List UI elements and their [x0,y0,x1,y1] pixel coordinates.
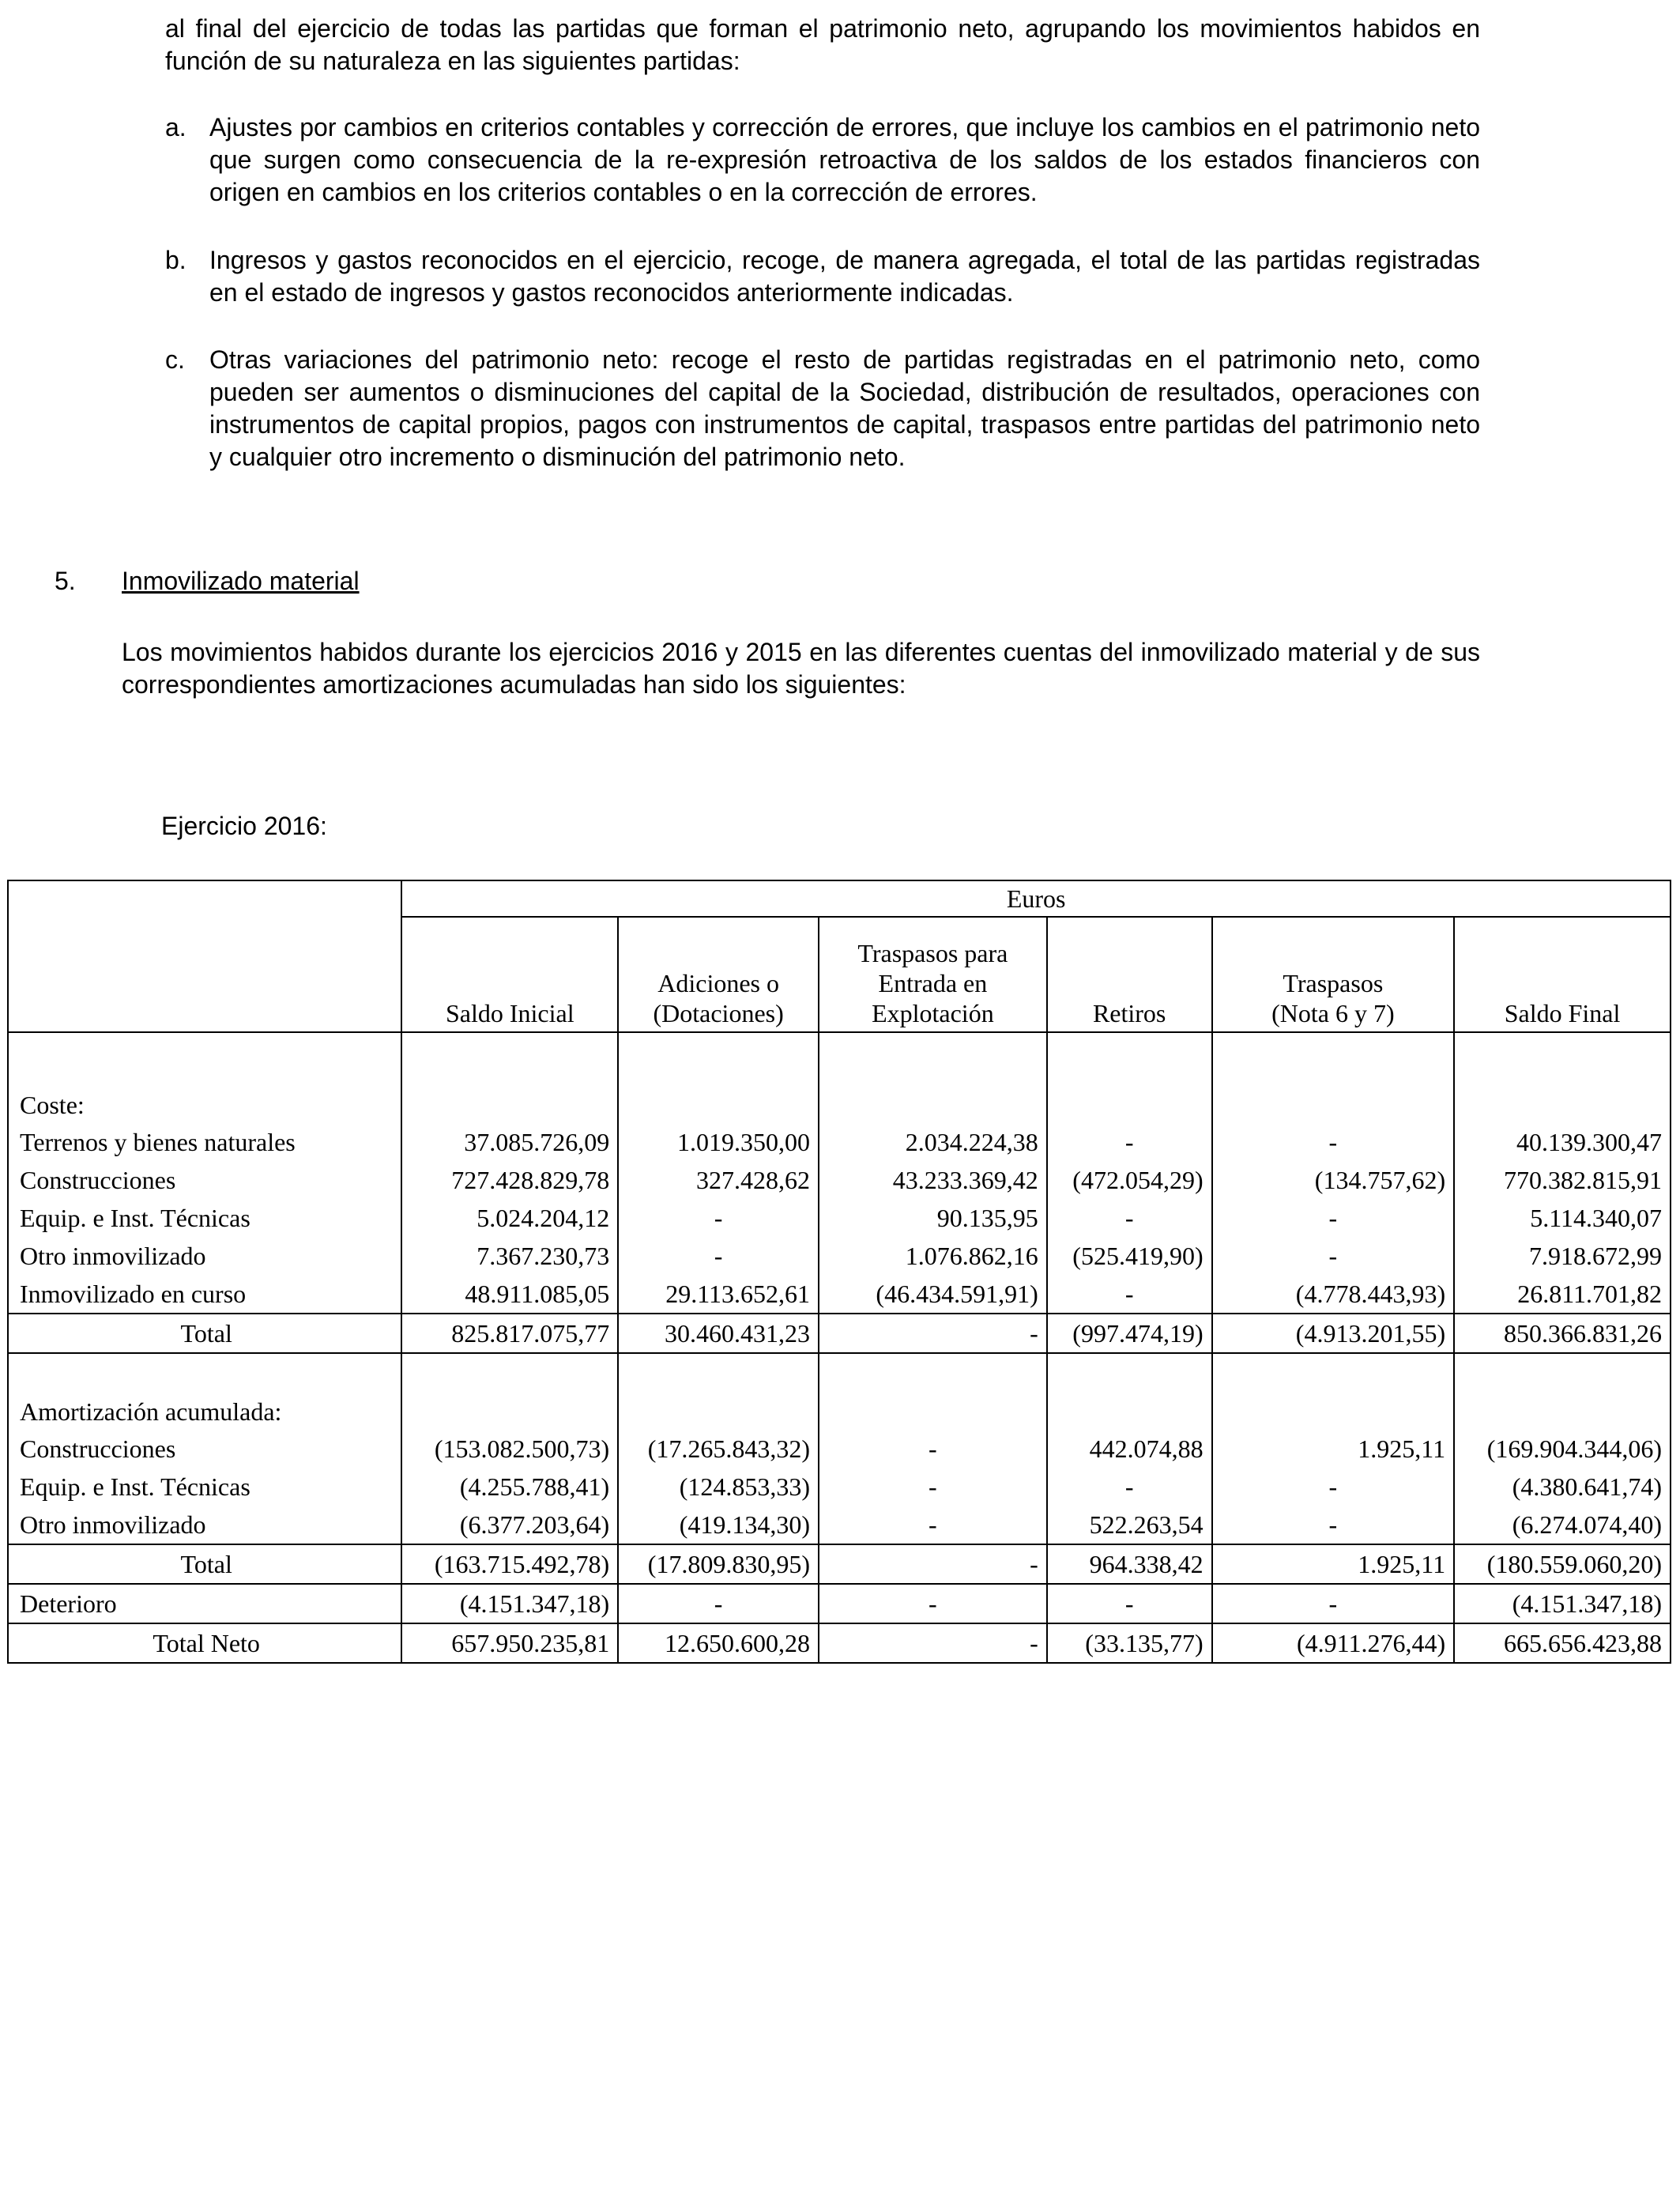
section-paragraph: Los movimientos habidos durante los ejercicios 2016 y 2015 en las diferentes cuentas del inmovilizado material y de sus correspondientes amortizaciones acumuladas han sido los siguientes: [122,638,1480,699]
table-cell: (169.904.344,06) [1454,1430,1671,1468]
empty-cell [819,1353,1047,1393]
empty-cell [1047,1393,1212,1430]
year-label: Ejercicio 2016: [161,812,327,840]
list-item [165,244,1480,309]
table-cell: (134.757,62) [1212,1161,1455,1199]
cost-total-row [8,1314,1671,1353]
table-cell: 7.918.672,99 [1454,1237,1671,1275]
fixed-assets-table [7,880,1671,1664]
table-cell: (180.559.060,20) [1454,1544,1671,1584]
table-cell: 7.367.230,73 [401,1237,618,1275]
table-cell: (163.715.492,78) [401,1544,618,1584]
section-heading: Amortización acumulada: [8,1393,401,1430]
empty-cell [1212,1087,1455,1123]
table-cell: 727.428.829,78 [401,1161,618,1199]
list-item-text: Otras variaciones del patrimonio neto: recoge el resto de partidas registradas en el patrimonio neto, como pueden ser aumentos o disminuciones del capital de la Sociedad, distribución de resultados, operaciones con instrumentos de capital propios, pagos con instrumentos de capital, traspasos entre partidas del patrimonio neto y cualquier otro incremento o disminución del patrimonio neto. [209,345,1480,471]
table-cell: 48.911.085,05 [401,1275,618,1314]
table-cell: (17.265.843,32) [618,1430,819,1468]
table-cell: 1.925,11 [1212,1430,1455,1468]
empty-cell [1454,1393,1671,1430]
table-cell: 1.076.862,16 [819,1237,1047,1275]
table-cell: 37.085.726,09 [401,1123,618,1161]
list-item [165,111,1480,209]
table-cell: - [1047,1584,1212,1623]
table-cell: - [819,1314,1047,1353]
table-cell: 2.034.224,38 [819,1123,1047,1161]
column-header: Saldo Inicial [401,917,618,1032]
table-cell: - [1212,1199,1455,1237]
table-cell: 40.139.300,47 [1454,1123,1671,1161]
row-label: Total [8,1314,401,1353]
table-cell: (472.054,29) [1047,1161,1212,1199]
empty-cell [618,1087,819,1123]
empty-cell [1047,1087,1212,1123]
table-cell: - [1212,1237,1455,1275]
list-item-letter: c. [165,345,185,374]
table-cell: - [1047,1123,1212,1161]
table-cell: 43.233.369,42 [819,1161,1047,1199]
table-header-row [8,917,1671,1032]
cost-row [8,1123,1671,1161]
table-cell: - [1212,1468,1455,1506]
table-cell: (6.274.074,40) [1454,1506,1671,1544]
table-cell: 5.114.340,07 [1454,1199,1671,1237]
table-cell: 29.113.652,61 [618,1275,819,1314]
cost-row [8,1161,1671,1199]
row-label: Otro inmovilizado [8,1506,401,1544]
amort-row [8,1506,1671,1544]
empty-cell [1454,1032,1671,1087]
table-cell: 90.135,95 [819,1199,1047,1237]
table-cell: (153.082.500,73) [401,1430,618,1468]
row-label: Equip. e Inst. Técnicas [8,1468,401,1506]
empty-cell [401,1393,618,1430]
section-title: Inmovilizado material [122,567,360,595]
table-cell: - [1047,1468,1212,1506]
column-header: Traspasos para Entrada en Explotación [819,917,1047,1032]
row-label: Construcciones [8,1161,401,1199]
cost-row [8,1275,1671,1314]
list-item-text: Ajustes por cambios en criterios contables y corrección de errores, que incluye los cambios en el patrimonio neto que surgen como consecuencia de la re-expresión retroactiva de los saldos de los estados financieros con origen en cambios en los criterios contables o en la corrección de errores. [209,113,1480,206]
table-cell: (4.913.201,55) [1212,1314,1455,1353]
list-item-letter: b. [165,246,186,274]
empty-cell [618,1353,819,1393]
table-cell: (4.380.641,74) [1454,1468,1671,1506]
empty-cell [618,1393,819,1430]
column-header: Traspasos (Nota 6 y 7) [1212,917,1455,1032]
table-cell: 522.263,54 [1047,1506,1212,1544]
table-cell: - [1047,1275,1212,1314]
empty-cell [1047,1353,1212,1393]
empty-cell [819,1087,1047,1123]
section-number: 5. [55,567,76,595]
cost-row [8,1237,1671,1275]
table-corner-cell [8,880,401,917]
table-cell: 1.019.350,00 [618,1123,819,1161]
table-cell: (4.911.276,44) [1212,1623,1455,1663]
table-cell: 5.024.204,12 [401,1199,618,1237]
intro-paragraph: al final del ejercicio de todas las partidas que forman el patrimonio neto, agrupando los movimientos habidos en función de su naturaleza en las siguientes partidas: [165,14,1480,75]
table-cell: - [618,1199,819,1237]
empty-cell [8,1353,401,1393]
table-cell: - [819,1506,1047,1544]
table-cell: 665.656.423,88 [1454,1623,1671,1663]
row-label: Otro inmovilizado [8,1237,401,1275]
list-item-text: Ingresos y gastos reconocidos en el ejercicio, recoge, de manera agregada, el total de las partidas registradas en el estado de ingresos y gastos reconocidos anteriormente indicadas. [209,246,1480,307]
table-cell: (33.135,77) [1047,1623,1212,1663]
empty-cell [1212,1353,1455,1393]
table-spacer-row [8,1353,1671,1393]
net-total-row [8,1623,1671,1663]
empty-cell [401,1032,618,1087]
row-label: Total Neto [8,1623,401,1663]
table-cell: (4.151.347,18) [401,1584,618,1623]
table-cell: 850.366.831,26 [1454,1314,1671,1353]
table-cell: (46.434.591,91) [819,1275,1047,1314]
empty-cell [1212,1032,1455,1087]
table-cell: (4.151.347,18) [1454,1584,1671,1623]
empty-cell [618,1032,819,1087]
table-cell: - [819,1623,1047,1663]
empty-cell [819,1032,1047,1087]
table-cell: 442.074,88 [1047,1430,1212,1468]
table-cell: - [819,1584,1047,1623]
table-cell: - [618,1584,819,1623]
table-cell: - [819,1430,1047,1468]
empty-cell [819,1393,1047,1430]
cost-heading-row [8,1087,1671,1123]
table-cell: (4.778.443,93) [1212,1275,1455,1314]
table-cell: - [618,1237,819,1275]
empty-cell [8,1032,401,1087]
empty-cell [1454,1353,1671,1393]
table-spacer-row [8,1032,1671,1087]
table-cell: (124.853,33) [618,1468,819,1506]
list-item-letter: a. [165,113,186,141]
table-cell: 825.817.075,77 [401,1314,618,1353]
row-label: Total [8,1544,401,1584]
cost-row [8,1199,1671,1237]
table-cell: (419.134,30) [618,1506,819,1544]
table-currency-row [8,880,1671,917]
column-header: Adiciones o (Dotaciones) [618,917,819,1032]
empty-cell [401,1353,618,1393]
table-cell: 1.925,11 [1212,1544,1455,1584]
row-label: Terrenos y bienes naturales [8,1123,401,1161]
amort-total-row [8,1544,1671,1584]
amort-row [8,1468,1671,1506]
table-cell: - [819,1468,1047,1506]
table-cell: 327.428,62 [618,1161,819,1199]
table-cell: - [1212,1506,1455,1544]
impairment-row [8,1584,1671,1623]
table-cell: 12.650.600,28 [618,1623,819,1663]
section-heading: Coste: [8,1087,401,1123]
row-label: Deterioro [8,1584,401,1623]
table-cell: 770.382.815,91 [1454,1161,1671,1199]
table-cell: - [1212,1123,1455,1161]
row-label: Equip. e Inst. Técnicas [8,1199,401,1237]
table-cell: - [819,1544,1047,1584]
table-cell: (997.474,19) [1047,1314,1212,1353]
table-cell: - [1212,1584,1455,1623]
table-cell: 657.950.235,81 [401,1623,618,1663]
table-cell: 964.338,42 [1047,1544,1212,1584]
table-cell: 30.460.431,23 [618,1314,819,1353]
row-label: Construcciones [8,1430,401,1468]
table-cell: - [1047,1199,1212,1237]
table-cell: (6.377.203,64) [401,1506,618,1544]
table-cell: (17.809.830,95) [618,1544,819,1584]
amort-heading-row [8,1393,1671,1430]
table-currency-header: Euros [401,880,1671,917]
empty-cell [1454,1087,1671,1123]
list-item [165,344,1480,473]
empty-cell [1212,1393,1455,1430]
table-cell: 26.811.701,82 [1454,1275,1671,1314]
empty-cell [1047,1032,1212,1087]
table-cell: (525.419,90) [1047,1237,1212,1275]
table-cell: (4.255.788,41) [401,1468,618,1506]
amort-row [8,1430,1671,1468]
row-label: Inmovilizado en curso [8,1275,401,1314]
table-corner-cell [8,917,401,1032]
column-header: Saldo Final [1454,917,1671,1032]
empty-cell [401,1087,618,1123]
column-header: Retiros [1047,917,1212,1032]
